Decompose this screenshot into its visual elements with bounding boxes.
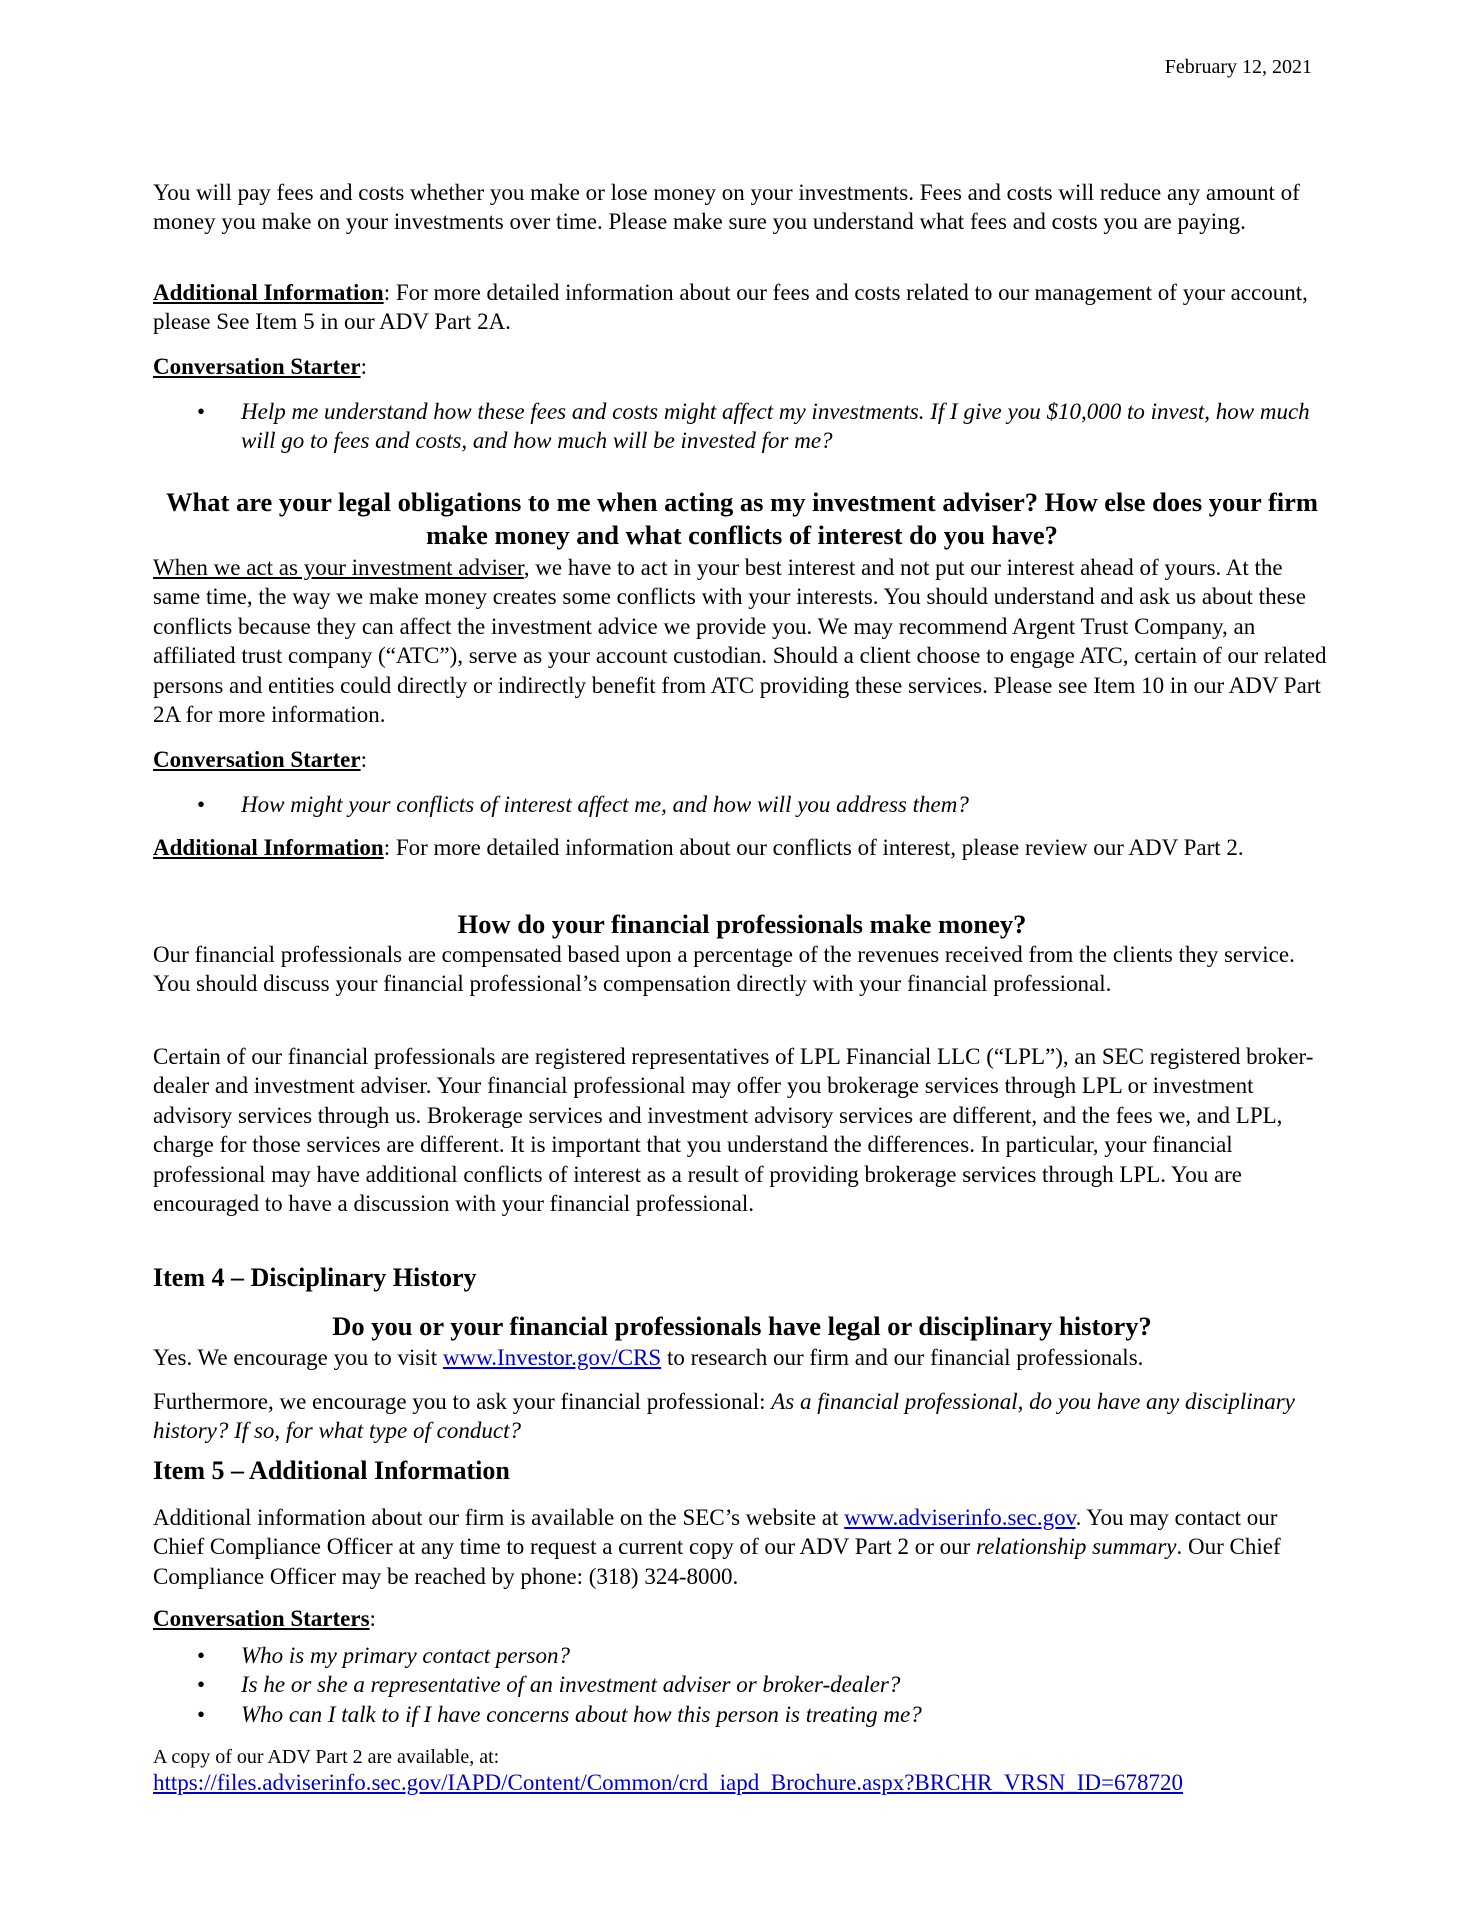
compensation-para-2: Certain of our financial professionals are registered representatives of LPL Financial LLC (“LPL”), an SEC registered broker-dealer and investment adviser. Your financial professional may offer you brokerage services through LPL or investment advisory services through us. Brokerage services and investment advisory services are different, and the fees we, and LPL, charge for those services are different. It is important that you understand the differences. In particular, your financial professional may have additional conflicts of interest as a result of providing brokerage services through LPL. You are encouraged to have a discussion with your financial professional. xyxy=(153,1044,1314,1217)
item4-yes: Yes. We encourage you to visit www.Investor.gov/CRS to research our firm and our financial professionals. xyxy=(153,1345,1144,1370)
item5-title: Item 5 – Additional Information xyxy=(153,1456,510,1485)
compensation-heading: How do your financial professionals make money? xyxy=(457,909,1027,939)
list-item: • How might your conflicts of interest affect me, and how will you address them? xyxy=(153,790,1331,819)
investor-gov-link[interactable]: www.Investor.gov/CRS xyxy=(442,1345,662,1370)
obligations-body: When we act as your investment adviser, we have to act in your best interest and not put our interest ahead of yours. At the same time, the way we make money creates some conflicts with your interests. You should understand and ask us about these conflicts because they can affect the investment advice we provide you. We may recommend Argent Trust Company, an affiliated trust company (“ATC”), serve as your account custodian. Should a client choose to engage ATC, certain of our related persons and entities could directly or indirectly benefit from ATC providing these services. Please see Item 10 in our ADV Part 2A for more information. xyxy=(153,555,1327,728)
adv-copy-text: A copy of our ADV Part 2 are available, at: xyxy=(153,1746,500,1768)
adviserinfo-link[interactable]: www.adviserinfo.sec.gov xyxy=(844,1505,1076,1530)
fees-additional-info: Additional Information: For more detailed information about our fees and costs related to our management of your account, please See Item 5 in our ADV Part 2A. xyxy=(153,280,1308,335)
obligations-starter-list xyxy=(153,790,1331,819)
list-item: • Help me understand how these fees and costs might affect my investments. If I give you $10,000 to invest, how much will go to fees and costs, and how much will be invested for me? xyxy=(153,397,1331,456)
adv-copy-link-line xyxy=(153,1768,1331,1797)
item5-body: Additional information about our firm is available on the SEC’s website at www.adviserinfo.sec.gov. You may contact our Chief Compliance Officer at any time to request a current copy of our ADV Part 2 or our relationship summary. Our Chief Compliance Officer may be reached by phone: (318) 324-8000. xyxy=(153,1505,1281,1589)
fees-starter-heading: Conversation Starter: xyxy=(153,354,367,379)
item4-title: Item 4 – Disciplinary History xyxy=(153,1263,477,1292)
list-item: • Who is my primary contact person? xyxy=(153,1641,1331,1670)
document-date: February 12, 2021 xyxy=(1164,56,1312,78)
list-item: • Is he or she a representative of an investment adviser or broker-dealer? xyxy=(153,1670,1331,1699)
adv-brochure-link[interactable]: https://files.adviserinfo.sec.gov/IAPD/Content/Common/crd_iapd_Brochure.aspx?BRCHR_VRSN_ID=678720 xyxy=(153,1770,1183,1795)
compensation-para-1: Our financial professionals are compensated based upon a percentage of the revenues received from the clients they service. You should discuss your financial professional’s compensation directly with your financial professional. xyxy=(153,942,1295,997)
item4-heading: Do you or your financial professionals have legal or disciplinary history? xyxy=(332,1311,1152,1341)
obligations-starter-heading: Conversation Starter: xyxy=(153,747,367,772)
item5-starters-heading: Conversation Starters: xyxy=(153,1606,376,1631)
item4-furthermore: Furthermore, we encourage you to ask your financial professional: As a financial professional, do you have any disciplinary history? If so, for what type of conduct? xyxy=(153,1389,1295,1444)
list-item: • Who can I talk to if I have concerns about how this person is treating me? xyxy=(153,1700,1331,1729)
obligations-additional-info: Additional Information: For more detailed information about our conflicts of interest, please review our ADV Part 2. xyxy=(153,835,1244,860)
additional-info-label: Additional Information xyxy=(153,280,384,305)
item5-starter-list xyxy=(153,1641,1331,1729)
obligations-heading: What are your legal obligations to me when acting as my investment adviser? How else does your firm make money and what conflicts of interest do you have? xyxy=(166,487,1318,550)
fees-intro: You will pay fees and costs whether you make or lose money on your investments. Fees and costs will reduce any amount of money you make on your investments over time. Please make sure you understand what fees and costs you are paying. xyxy=(153,180,1300,235)
fees-starter-list xyxy=(153,397,1331,456)
